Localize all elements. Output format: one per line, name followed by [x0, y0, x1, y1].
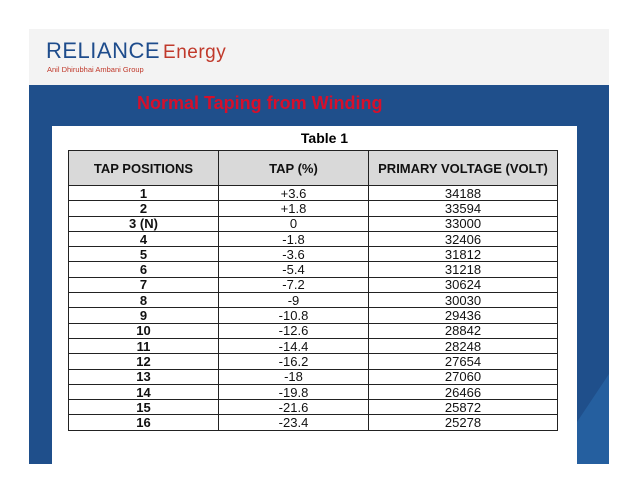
tap-position-cell: 7 — [69, 277, 219, 292]
primary-voltage-cell: 27654 — [369, 354, 558, 369]
table-row — [69, 186, 558, 201]
tap-position-cell: 5 — [69, 247, 219, 262]
primary-voltage-cell: 32406 — [369, 231, 558, 246]
primary-voltage-cell: 25872 — [369, 400, 558, 415]
table-body — [69, 186, 558, 431]
tap-percent-cell: -14.4 — [219, 338, 369, 353]
tap-percent-cell: -12.6 — [219, 323, 369, 338]
tap-position-cell: 10 — [69, 323, 219, 338]
tap-position-cell: 1 — [69, 186, 219, 201]
primary-voltage-cell: 25278 — [369, 415, 558, 430]
slide — [29, 29, 609, 464]
logo-subtitle: Anil Dhirubhai Ambani Group — [47, 65, 144, 74]
header-tap-percent: TAP (%) — [219, 151, 369, 186]
tap-percent-cell: -5.4 — [219, 262, 369, 277]
tap-percent-cell: -21.6 — [219, 400, 369, 415]
table-row — [69, 231, 558, 246]
tap-position-cell: 2 — [69, 201, 219, 216]
header-primary-voltage-label: PRIMARY VOLTAGE (VOLT) — [378, 160, 548, 176]
tap-percent-cell: -1.8 — [219, 231, 369, 246]
tap-position-cell: 12 — [69, 354, 219, 369]
table-caption: Table 1 — [300, 130, 349, 146]
content-panel — [52, 126, 577, 464]
tap-position-cell: 13 — [69, 369, 219, 384]
slide-header — [29, 29, 609, 85]
table-row — [69, 323, 558, 338]
table-row — [69, 400, 558, 415]
table-row — [69, 384, 558, 399]
tap-table — [68, 150, 558, 431]
tap-percent-cell: +1.8 — [219, 201, 369, 216]
table-row — [69, 277, 558, 292]
primary-voltage-cell: 33000 — [369, 216, 558, 231]
logo-energy-text: Energy — [163, 42, 227, 63]
tap-percent-cell: -7.2 — [219, 277, 369, 292]
slide-title: Normal Taping from Winding — [137, 93, 383, 113]
primary-voltage-cell: 33594 — [369, 201, 558, 216]
logo-reliance-text: RELIANCE — [46, 38, 161, 63]
tap-position-cell: 15 — [69, 400, 219, 415]
primary-voltage-cell: 26466 — [369, 384, 558, 399]
table-row — [69, 262, 558, 277]
table-row — [69, 201, 558, 216]
tap-percent-cell: -23.4 — [219, 415, 369, 430]
tap-position-cell: 9 — [69, 308, 219, 323]
logo-wordmark — [46, 39, 226, 65]
primary-voltage-cell: 31812 — [369, 247, 558, 262]
tap-percent-cell: 0 — [219, 216, 369, 231]
tap-percent-cell: -19.8 — [219, 384, 369, 399]
header-primary-voltage — [369, 151, 558, 186]
primary-voltage-cell: 30030 — [369, 293, 558, 308]
table-row — [69, 293, 558, 308]
tap-percent-cell: -18 — [219, 369, 369, 384]
table-row — [69, 216, 558, 231]
table-header-row — [69, 151, 558, 186]
primary-voltage-cell: 27060 — [369, 369, 558, 384]
tap-position-cell: 14 — [69, 384, 219, 399]
tap-position-cell: 8 — [69, 293, 219, 308]
primary-voltage-cell: 28248 — [369, 338, 558, 353]
table-row — [69, 247, 558, 262]
header-tap-positions — [69, 151, 219, 186]
tap-position-cell: 6 — [69, 262, 219, 277]
tap-percent-cell: -16.2 — [219, 354, 369, 369]
tap-position-cell: 3 (N) — [69, 216, 219, 231]
primary-voltage-cell: 30624 — [369, 277, 558, 292]
tap-position-cell: 16 — [69, 415, 219, 430]
tap-position-cell: 11 — [69, 338, 219, 353]
tap-percent-cell: -9 — [219, 293, 369, 308]
header-tap-positions-label: TAP POSITIONS — [93, 160, 194, 176]
primary-voltage-cell: 34188 — [369, 186, 558, 201]
tap-percent-cell: -10.8 — [219, 308, 369, 323]
table-row — [69, 308, 558, 323]
reliance-energy-logo — [46, 39, 226, 74]
table-row — [69, 338, 558, 353]
table-row — [69, 415, 558, 430]
tap-percent-cell: -3.6 — [219, 247, 369, 262]
table-row — [69, 354, 558, 369]
primary-voltage-cell: 29436 — [369, 308, 558, 323]
tap-percent-cell: +3.6 — [219, 186, 369, 201]
table-row — [69, 369, 558, 384]
primary-voltage-cell: 28842 — [369, 323, 558, 338]
tap-position-cell: 4 — [69, 231, 219, 246]
primary-voltage-cell: 31218 — [369, 262, 558, 277]
